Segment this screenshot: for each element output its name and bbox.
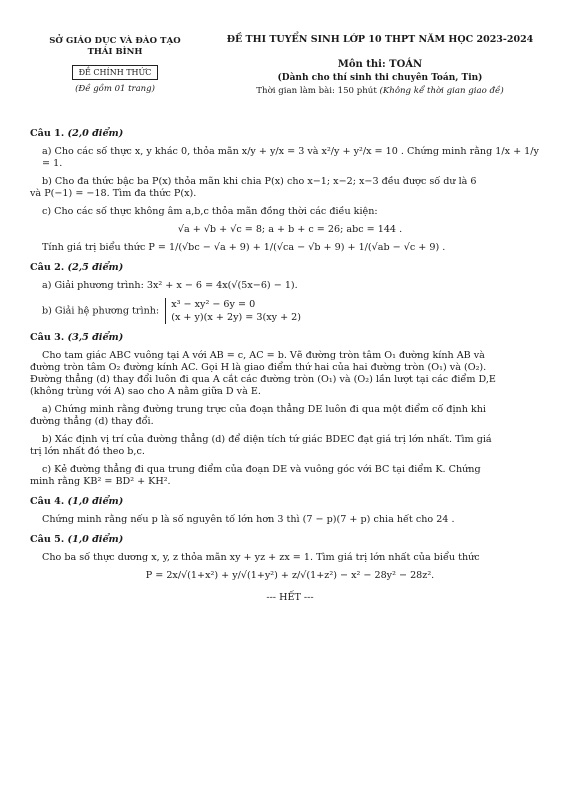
q1-title: Câu 1. xyxy=(30,128,65,139)
time: Thời gian làm bài: 150 phút xyxy=(256,86,377,96)
q3-b-2: trị lớn nhất đó theo b,c. xyxy=(30,446,145,457)
q5-text: Cho ba số thực dương x, y, z thỏa mãn xy + yz + zx = 1. Tìm giá trị lớn nhất của biểu thức xyxy=(42,552,480,563)
exam-body xyxy=(30,120,550,604)
q1-b-line1: b) Cho đa thức bậc ba P(x) thỏa mãn khi chia P(x) cho x−1; x−2; x−3 đều được số dư là 6 xyxy=(42,176,477,187)
q1-c: c) Cho các số thực không âm a,b,c thỏa mãn đồng thời các điều kiện: xyxy=(42,206,378,217)
q1-b-line2: và P(−1) = −18. Tìm đa thức P(x). xyxy=(30,188,197,199)
q5-title: Câu 5. xyxy=(30,534,65,545)
q1-points: (2,0 điểm) xyxy=(67,128,124,139)
q4-text: Chứng minh rằng nếu p là số nguyên tố lớn hơn 3 thì (7 − p)(7 + p) chia hết cho 24 . xyxy=(42,514,455,525)
page-note: (Đề gồm 01 trang) xyxy=(75,84,155,94)
q2-eq2: (x + y)(x + 2y) = 3(xy + 2) xyxy=(171,312,302,323)
q3-intro-3: Đường thẳng (d) thay đổi luôn đi qua A cắt các đường tròn (O₁) và (O₂) lần lượt tại các điểm D,E xyxy=(30,374,496,385)
header-left xyxy=(30,36,200,94)
q1-a: a) Cho các số thực x, y khác 0, thỏa mãn x/y + y/x = 3 và x²/y + y²/x = 10 . Chứng minh rằng 1/x + 1/y = 1. xyxy=(42,146,539,169)
q3-c-2: minh rằng KB² = BD² + KH². xyxy=(30,476,171,487)
q5-heading xyxy=(30,534,550,546)
q2-system xyxy=(165,298,301,324)
q2-title: Câu 2. xyxy=(30,262,65,273)
q4-title: Câu 4. xyxy=(30,496,65,507)
q3-c-1: c) Kẻ đường thẳng đi qua trung điểm của đoạn DE và vuông góc với BC tại điểm K. Chứng xyxy=(42,464,481,475)
official-label: ĐỀ CHÍNH THỨC xyxy=(72,65,159,80)
q2-eq1: x³ − xy² − 6y = 0 xyxy=(171,299,256,310)
q3-heading xyxy=(30,332,550,344)
q3-b-1: b) Xác định vị trí của đường thẳng (d) để diện tích tứ giác BDEC đạt giá trị lớn nhất. Tìm giá xyxy=(42,434,492,445)
time-info xyxy=(215,86,545,96)
time-note: (Không kể thời gian giao đề) xyxy=(379,86,504,96)
q3-a-1: a) Chứng minh rằng đường trung trực của đoạn thẳng DE luôn đi qua một điểm cố định khi xyxy=(42,404,486,415)
q5-points: (1,0 điểm) xyxy=(67,534,124,545)
q1-c-equation: √a + √b + √c = 8; a + b + c = 26; abc = 144 . xyxy=(177,224,403,235)
q2-a: a) Giải phương trình: 3x² + x − 6 = 4x(√(5x−6) − 1). xyxy=(42,280,298,291)
subject: Môn thi: TOÁN xyxy=(337,59,423,70)
q3-title: Câu 3. xyxy=(30,332,65,343)
q2-b-text: b) Giải hệ phương trình: xyxy=(42,305,160,317)
q2-heading xyxy=(30,262,550,274)
q3-intro-1: Cho tam giác ABC vuông tại A với AB = c, AC = b. Vẽ đường tròn tâm O₁ đường kính AB và xyxy=(42,350,485,361)
q3-intro-2: đường tròn tâm O₂ đường kính AC. Gọi H là giao điểm thứ hai của hai đường tròn (O₁) và (O₂). xyxy=(30,362,487,373)
q2-points: (2,5 điểm) xyxy=(67,262,124,273)
q3-intro-4: (không trùng với A) sao cho A nằm giữa D và E. xyxy=(30,386,261,397)
q3-a-2: đường thẳng (d) thay đổi. xyxy=(30,416,154,427)
q1-c-ask: Tính giá trị biểu thức P = 1/(√bc − √a + 9) + 1/(√ca − √b + 9) + 1/(√ab − √c + 9) . xyxy=(42,242,446,253)
q1-heading xyxy=(30,128,550,140)
q2-b xyxy=(30,298,550,324)
q3-points: (3,5 điểm) xyxy=(67,332,124,343)
exam-title: ĐỀ THI TUYỂN SINH LỚP 10 THPT NĂM HỌC 2023-2024 xyxy=(226,34,534,45)
department: SỞ GIÁO DỤC VÀ ĐÀO TẠO xyxy=(49,36,181,46)
q4-heading xyxy=(30,496,550,508)
q4-points: (1,0 điểm) xyxy=(67,496,124,507)
q5-expression: P = 2x/√(1+x²) + y/√(1+y²) + z/√(1+z²) − x² − 28y² − 28z². xyxy=(145,570,435,581)
header-right xyxy=(215,34,545,96)
province: THÁI BÌNH xyxy=(87,47,143,57)
end-marker: --- HẾT --- xyxy=(266,592,314,603)
audience: (Dành cho thí sinh thi chuyên Toán, Tin) xyxy=(277,73,483,83)
